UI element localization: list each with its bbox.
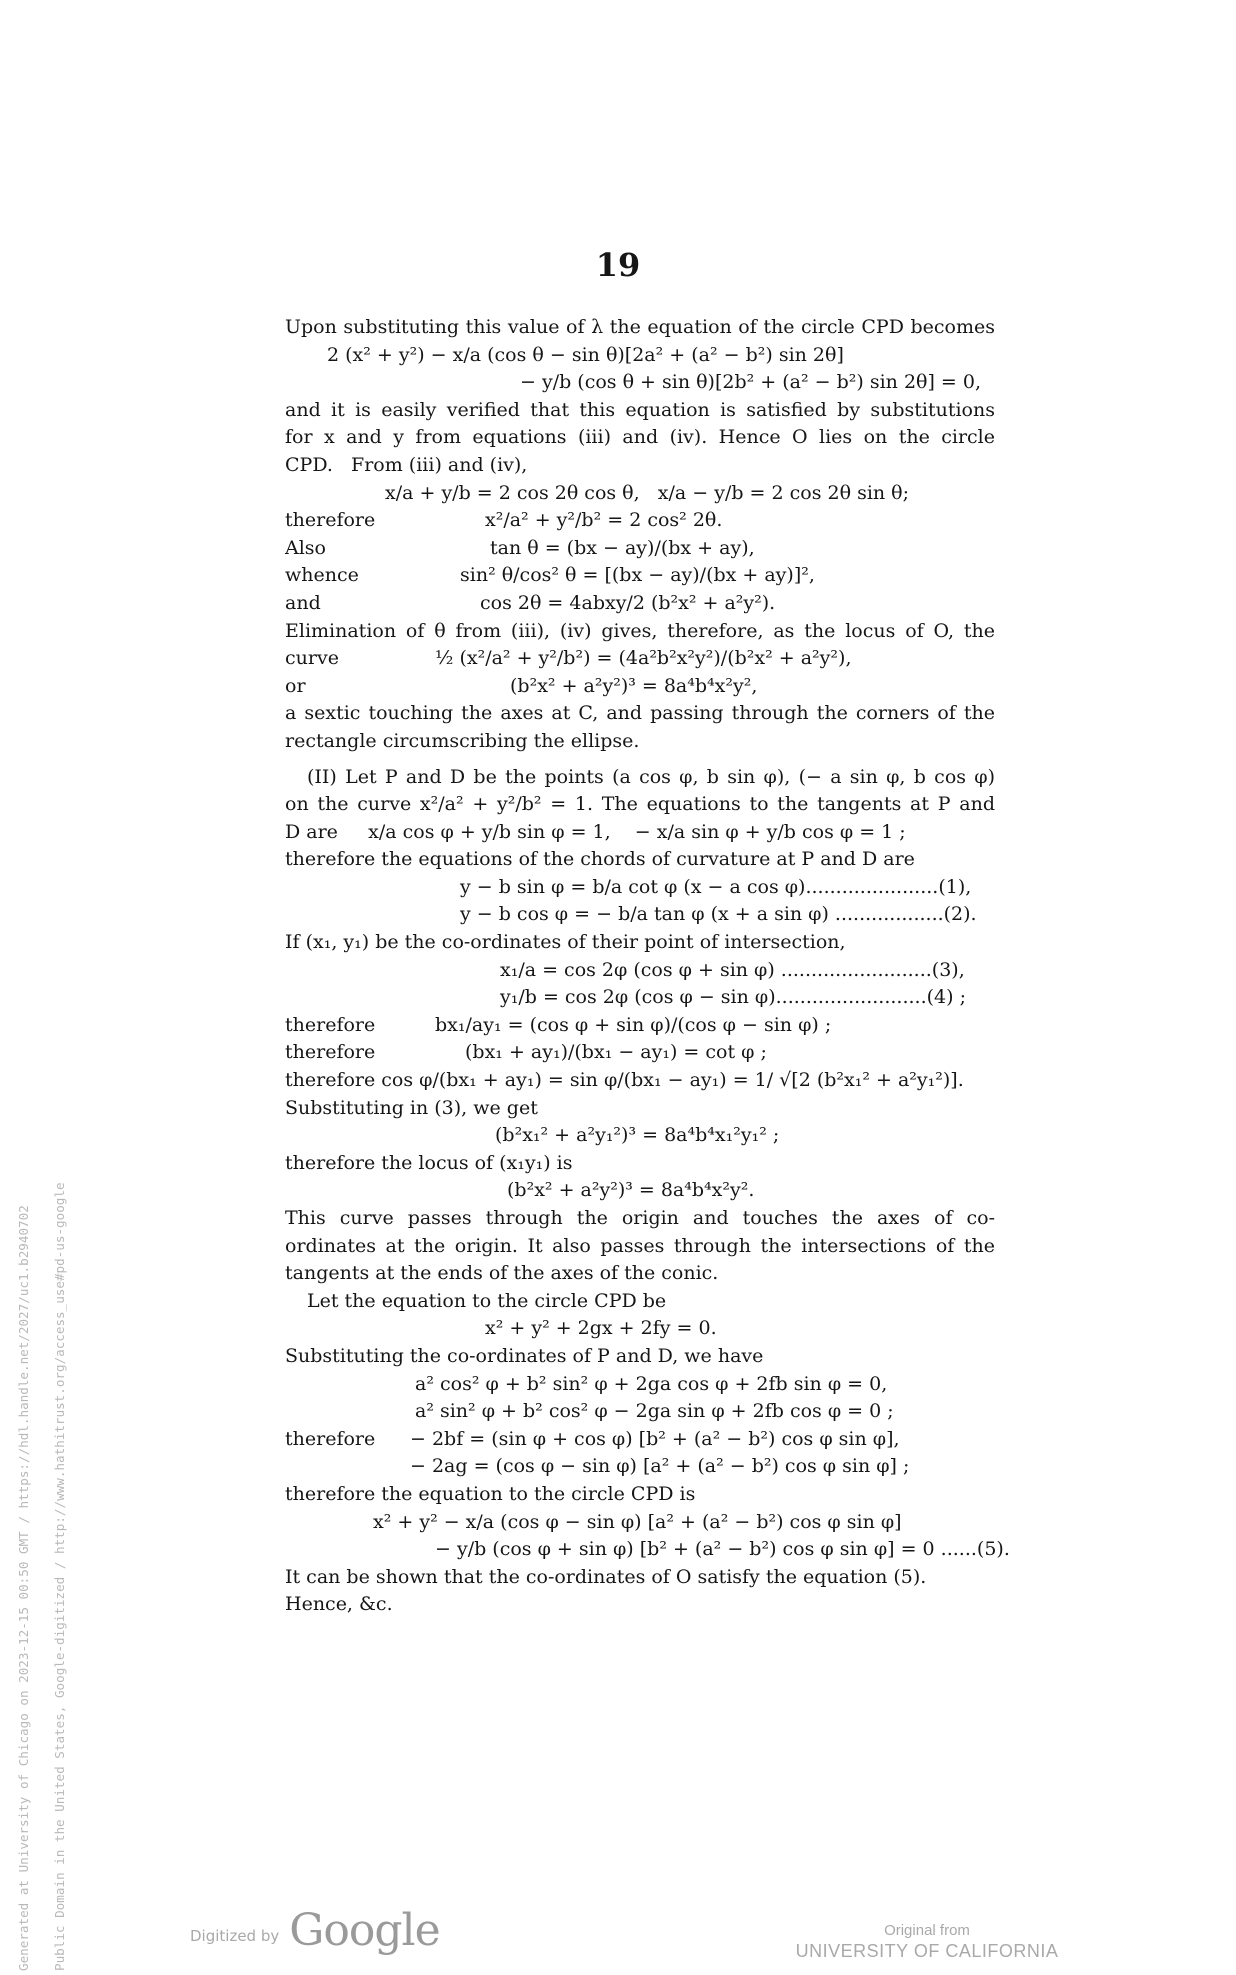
original-from (787, 1922, 1067, 1962)
labeled-equation (285, 507, 995, 535)
equation-line: (b²x² + a²y²)³ = 8a⁴b⁴x²y². (507, 1179, 755, 1202)
equation-line: a² sin² φ + b² cos² φ − 2ga sin φ + 2fb cos φ = 0 ; (415, 1400, 894, 1423)
page-body (285, 314, 1010, 1619)
numbered-equation: y − b cos φ = − b/a tan φ (x + a sin φ) ..................(2). (460, 903, 977, 926)
labeled-equation (285, 673, 995, 701)
equation: − 2bf = (sin φ + cos φ) [b² + (a² − b²) cos φ sin φ], (410, 1427, 900, 1450)
text-line: ordinates at the origin. It also passes through the intersections of the (285, 1234, 995, 1257)
digitized-by-label: Digitized by (190, 1926, 280, 1945)
text-line: If (x₁, y₁) be the co-ordinates of their point of intersection, (285, 931, 846, 954)
equation-line: 2 (x² + y²) − x/a (cos θ − sin θ)[2a² + (a² − b²) sin 2θ] (327, 343, 844, 366)
equation: (b²x² + a²y²)³ = 8a⁴b⁴x²y², (510, 674, 758, 697)
hathitrust-watermark (4, 951, 67, 1971)
text-line: therefore cos φ/(bx₁ + ay₁) = sin φ/(bx₁ − ay₁) = 1/ √[2 (b²x₁² + a²y₁²)]. (285, 1069, 964, 1092)
text-line: Substituting the co-ordinates of P and D, we have (285, 1344, 764, 1367)
equation-line: x/a + y/b = 2 cos 2θ cos θ, x/a − y/b = 2 cos 2θ sin θ; (385, 481, 910, 504)
equation-label: or (285, 674, 306, 697)
original-from-label: Original from (884, 1922, 970, 1939)
equation-label: therefore (285, 1013, 376, 1036)
equation-line: − 2ag = (cos φ − sin φ) [a² + (a² − b²) cos φ sin φ] ; (410, 1455, 910, 1478)
numbered-equation: y − b sin φ = b/a cot φ (x − a cos φ)......................(1), (460, 875, 972, 898)
equation-line: x² + y² − x/a (cos φ − sin φ) [a² + (a² − b²) cos φ sin φ] (373, 1510, 902, 1533)
text-line: therefore the equations of the chords of curvature at P and D are (285, 848, 915, 871)
numbered-equation: x₁/a = cos 2φ (cos φ + sin φ) .........................(3), (500, 958, 965, 981)
equation: tan θ = (bx − ay)/(bx + ay), (490, 536, 755, 559)
labeled-equation (285, 562, 995, 590)
equation-label: curve (285, 647, 339, 670)
text-line: It can be shown that the co-ordinates of O satisfy the equation (5). (285, 1565, 927, 1588)
equation-label: Also (285, 536, 326, 559)
labeled-equation (285, 1039, 995, 1067)
watermark-line: Public Domain in the United States, Google-digitized / http://www.hathitrust.org/access_use#pd-us-google (52, 1182, 67, 1971)
text-line: on the curve x²/a² + y²/b² = 1. The equations to the tangents at P and (285, 793, 995, 816)
equation-label: and (285, 591, 321, 614)
equation-label: therefore (285, 1041, 376, 1064)
google-logo: Google (289, 1905, 440, 1956)
paragraph-start: Let the equation to the circle CPD be (307, 1289, 667, 1312)
text-line: a sextic touching the axes at C, and passing through the corners of the (285, 702, 995, 725)
numbered-equation: − y/b (cos φ + sin φ) [b² + (a² − b²) cos φ sin φ] = 0 ......(5). (435, 1538, 1010, 1561)
equation: sin² θ/cos² θ = [(bx − ay)/(bx + ay)]², (460, 564, 815, 587)
numbered-equation: y₁/b = cos 2φ (cos φ − sin φ).........................(4) ; (500, 986, 966, 1009)
equation: ½ (x²/a² + y²/b²) = (4a²b²x²y²)/(b²x² + a²y²), (435, 647, 852, 670)
text-line: Substituting in (3), we get (285, 1096, 538, 1119)
text-line: Upon substituting this value of λ the equation of the circle CPD becomes (285, 316, 995, 338)
paragraph-start: (II) Let P and D be the points (a cos φ, b sin φ), (− a sin φ, b cos φ) (307, 765, 995, 788)
text-line: therefore the equation to the circle CPD is (285, 1482, 696, 1505)
text-line: rectangle circumscribing the ellipse. (285, 729, 640, 752)
equation: (bx₁ + ay₁)/(bx₁ − ay₁) = cot φ ; (465, 1041, 767, 1064)
labeled-equation (285, 590, 995, 618)
text-line: for x and y from equations (iii) and (iv). Hence O lies on the circle (285, 426, 995, 449)
watermark-line: Generated at University of Chicago on 2023-12-15 00:50 GMT / https://hdl.handle.net/2027/uc1.b2940702 (16, 1205, 31, 1971)
equation-line: − y/b (cos θ + sin θ)[2b² + (a² − b²) sin 2θ] = 0, (520, 371, 982, 394)
equation: x²/a² + y²/b² = 2 cos² 2θ. (485, 509, 723, 532)
labeled-equation (285, 535, 995, 563)
university-name: UNIVERSITY OF CALIFORNIA (795, 1941, 1059, 1961)
labeled-equation (285, 1012, 995, 1040)
equation-label: therefore (285, 1427, 376, 1450)
text-line: CPD. From (iii) and (iv), (285, 453, 528, 476)
equation: bx₁/ay₁ = (cos φ + sin φ)/(cos φ − sin φ) ; (435, 1013, 832, 1036)
text-line: This curve passes through the origin and touches the axes of co- (285, 1207, 995, 1229)
text-line: D are x/a cos φ + y/b sin φ = 1, − x/a sin φ + y/b cos φ = 1 ; (285, 820, 906, 843)
text-line: Elimination of θ from (iii), (iv) gives, therefore, as the locus of O, the (285, 619, 995, 642)
text-line: Hence, &c. (285, 1593, 393, 1616)
labeled-equation (285, 645, 995, 673)
equation-label: therefore (285, 509, 376, 532)
digitized-by-google (190, 1905, 440, 1956)
labeled-equation (285, 1426, 995, 1454)
equation-line: a² cos² φ + b² sin² φ + 2ga cos φ + 2fb sin φ = 0, (415, 1372, 888, 1395)
equation-line: (b²x₁² + a²y₁²)³ = 8a⁴b⁴x₁²y₁² ; (495, 1124, 780, 1147)
equation-label: whence (285, 564, 359, 587)
text-line: therefore the locus of (x₁y₁) is (285, 1151, 573, 1174)
equation: cos 2θ = 4abxy/2 (b²x² + a²y²). (480, 591, 776, 614)
text-line: and it is easily verified that this equation is satisfied by substitutions (285, 398, 995, 421)
page-number: 19 (595, 246, 641, 284)
text-line: tangents at the ends of the axes of the conic. (285, 1262, 719, 1285)
equation-line: x² + y² + 2gx + 2fy = 0. (485, 1317, 717, 1340)
